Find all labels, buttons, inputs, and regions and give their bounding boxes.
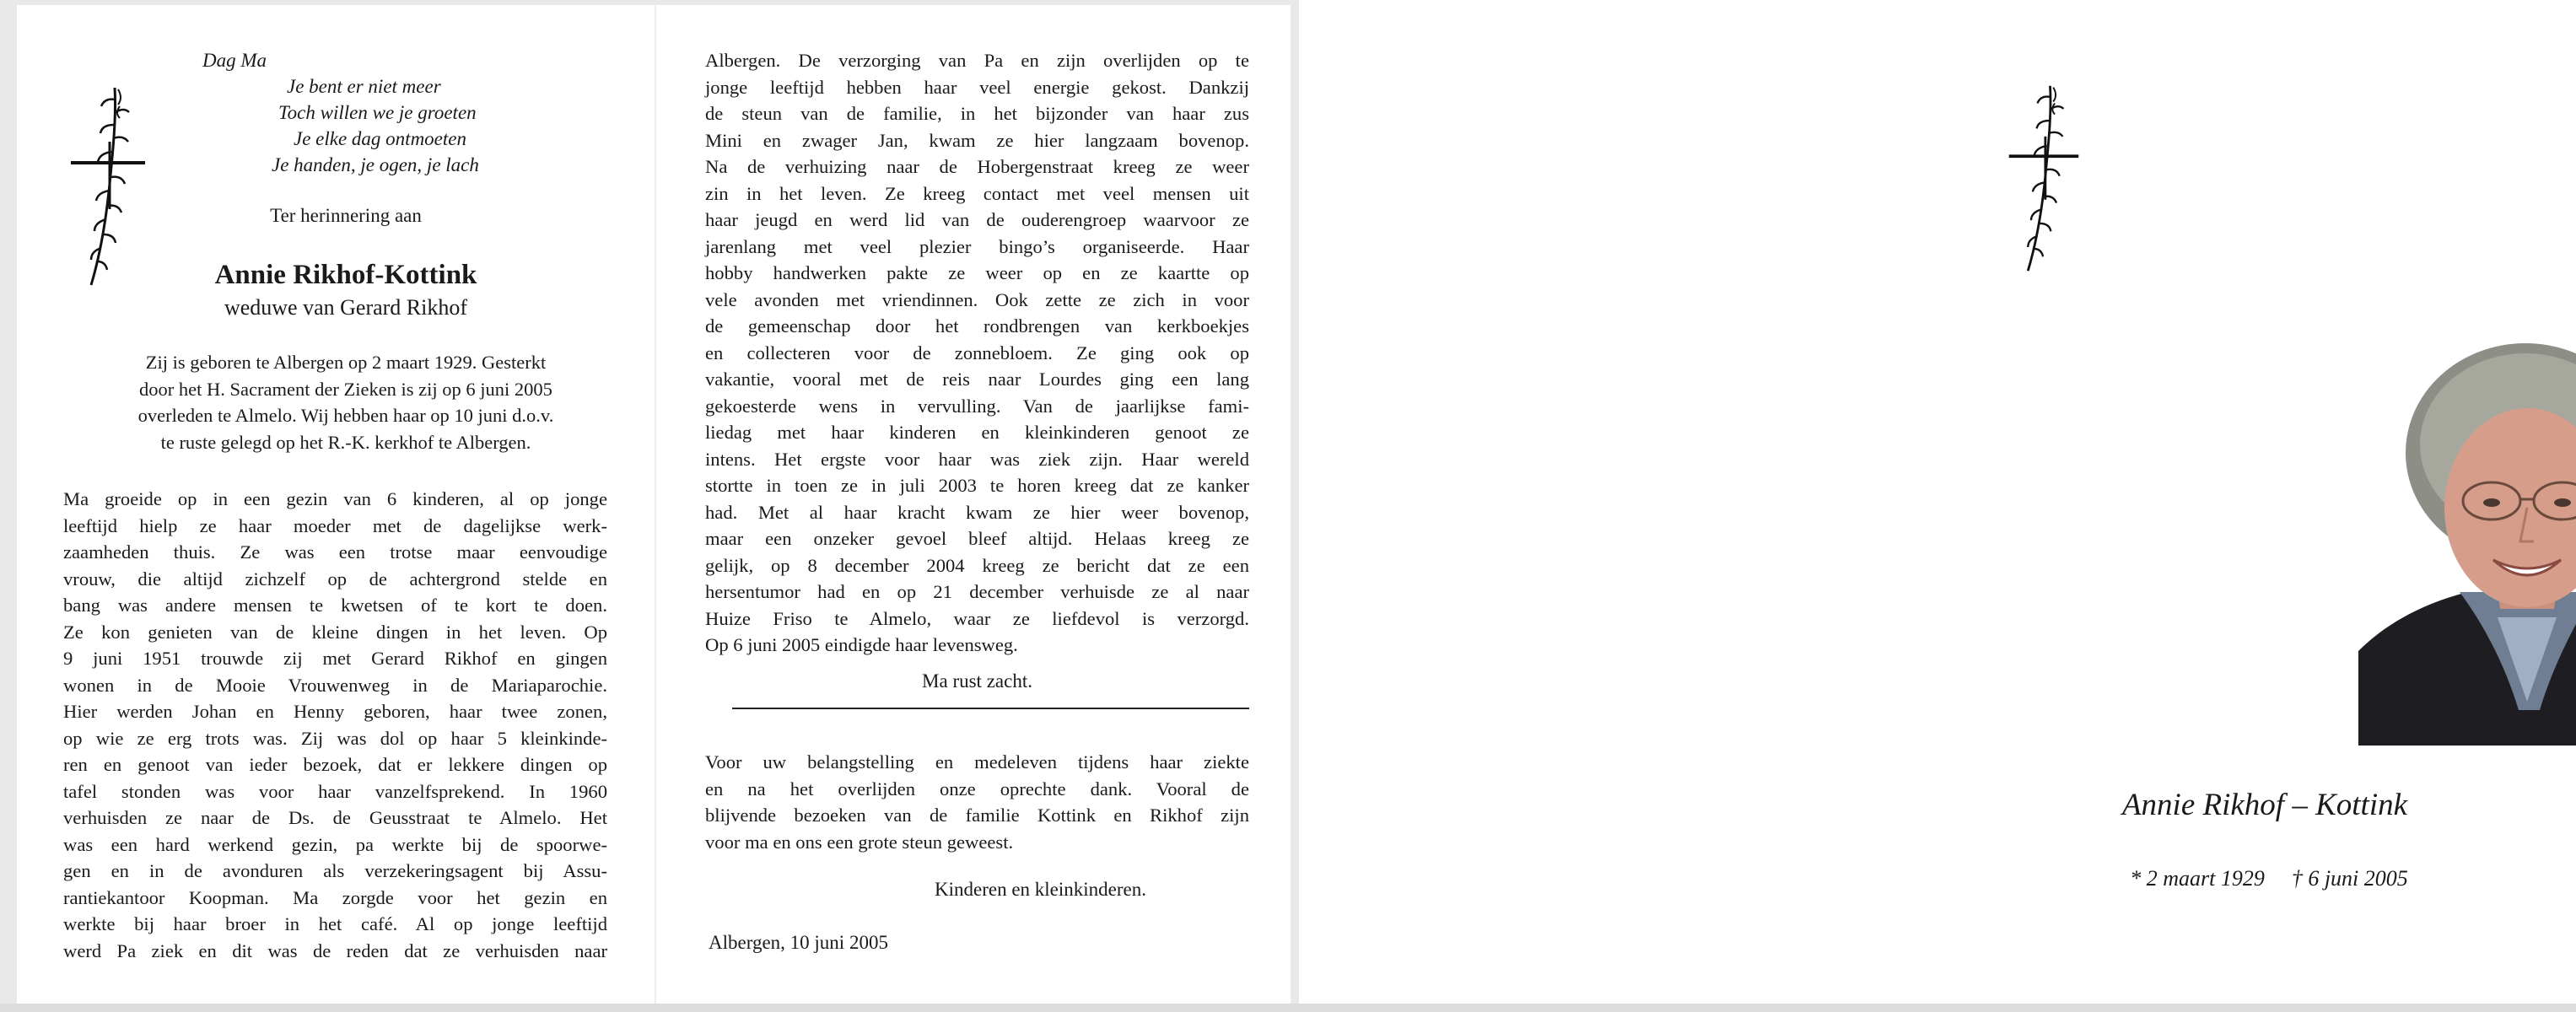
signature-line: Kinderen en kleinkinderen.: [935, 879, 1146, 900]
text-line: de gemeenschap door het rondbrengen van kerkboekjes: [705, 315, 1249, 336]
cross-with-palm-icon: [67, 83, 148, 289]
text-line: vrouw, die altijd zichzelf op de achtergrond stelde en: [63, 568, 607, 589]
thanks-paragraph: [705, 749, 1249, 855]
text-line: was een hard werkend gezin, pa werkte bij de spoorwe-: [63, 833, 607, 855]
text-line: Ma groeide op in een gezin van 6 kinderen, al op jonge: [63, 488, 607, 509]
text-line: en na het overlijden onze oprechte dank. Vooral de: [705, 778, 1249, 799]
text-line: vakantie, vooral met de reis naar Lourdes ging een lang: [705, 369, 1249, 390]
text-line: Ze kon genieten van de kleine dingen in het leven. Op: [63, 621, 607, 643]
text-line: Op 6 juni 2005 eindigde haar levensweg.: [705, 634, 1018, 655]
text-line: gen en in de avonduren als verzekeringsagent bij Assu-: [63, 860, 607, 881]
poem-line: Je bent er niet meer: [287, 76, 441, 97]
text-line: Huize Friso te Almelo, waar ze liefdevol is verzorgd.: [705, 607, 1249, 629]
intro-line: overleden te Almelo. Wij hebben haar op 10 juni d.o.v.: [137, 405, 554, 426]
deceased-name: Annie Rikhof-Kottink: [214, 260, 477, 290]
text-line: liedag met haar kinderen en kleinkinderen genoot ze: [705, 422, 1249, 443]
death-date: † 6 juni 2005: [2291, 866, 2408, 891]
text-line: rantiekantoor Koopman. Ma zorgde voor het gezin en: [63, 886, 607, 908]
text-line: blijvende bezoeken van de familie Kottink en Rikhof zijn: [705, 805, 1249, 826]
poem-line: Dag Ma: [202, 50, 267, 71]
text-line: haar jeugd en werd lid van de ouderengroep waarvoor ze: [705, 209, 1249, 230]
biography-column-1: [63, 486, 607, 964]
cross-with-palm-icon: [2006, 81, 2082, 275]
text-line: zaamheden thuis. Ze was een trotse maar eenvoudige: [63, 541, 607, 563]
text-line: de steun van de familie, in het bijzonder van haar zus: [705, 103, 1249, 124]
text-line: vele avonden met vriendinnen. Ook zette ze zich in voor: [705, 288, 1249, 310]
text-line: verhuisden ze naar de Ds. de Geusstraat te Almelo. Het: [63, 807, 607, 828]
text-line: tafel stonden was voor haar vanzelfsprekend. In 1960: [63, 780, 607, 802]
front-card: [1299, 0, 2576, 1012]
text-line: werkte bij haar broer in het café. Al op jonge leeftijd: [63, 913, 607, 934]
text-line: zin in het leven. Ze kreeg contact met veel mensen uit: [705, 182, 1249, 204]
text-line: voor ma en ons een grote steun geweest.: [705, 831, 1014, 853]
text-line: ren en genoot van ieder bezoek, dat er lekkere dingen op: [63, 754, 607, 775]
text-line: Na de verhuizing naar de Hobergenstraat kreeg ze weer: [705, 156, 1249, 177]
text-line: jonge leeftijd hebben haar veel energie gekost. Dankzij: [705, 76, 1249, 98]
text-line: maar een onzeker gevoel bleef altijd. Helaas kreeg ze: [705, 528, 1249, 549]
intro-line: door het H. Sacrament der Zieken is zij op 6 juni 2005: [139, 378, 552, 400]
text-line: Hier werden Johan en Henny geboren, haar twee zonen,: [63, 701, 607, 722]
intro-line: te ruste gelegd op het R.-K. kerkhof te Albergen.: [160, 431, 531, 453]
text-line: jarenlang met veel plezier bingo’s organiseerde. Haar: [705, 235, 1249, 257]
poem-line: Je elke dag ontmoeten: [294, 128, 466, 149]
poem-line: Je handen, je ogen, je lach: [272, 154, 479, 175]
poem: [202, 47, 557, 178]
text-line: 9 juni 1951 trouwde zij met Gerard Rikhof en gingen: [63, 648, 607, 669]
text-line: hobby handwerken pakte ze weer op en ze kaartte op: [705, 262, 1249, 283]
intro-paragraph: [93, 349, 599, 455]
portrait-photo: [2358, 339, 2576, 746]
birth-date: * 2 maart 1929: [2130, 866, 2265, 891]
intro-line: Zij is geboren te Albergen op 2 maart 1929. Gesterkt: [145, 352, 547, 373]
text-line: Voor uw belangstelling en medeleven tijdens haar ziekte: [705, 751, 1249, 772]
poem-line: Toch willen we je groeten: [278, 102, 477, 123]
text-line: intens. Het ergste voor haar was ziek zijn. Haar wereld: [705, 448, 1249, 470]
text-line: op wie ze erg trots was. Zij was dol op haar 5 kleinkinde-: [63, 727, 607, 749]
place-date: Albergen, 10 juni 2005: [709, 932, 888, 953]
text-line: had. Met al haar kracht kwam ze hier weer bovenop,: [705, 501, 1249, 523]
widow-line: weduwe van Gerard Rikhof: [224, 295, 468, 320]
rest-line: Ma rust zacht.: [922, 670, 1032, 692]
biography-column-2: [705, 47, 1249, 659]
inner-spread: [17, 5, 1291, 1004]
text-line: Mini en zwager Jan, kwam ze hier langzaam bovenop.: [705, 129, 1249, 151]
text-line: Albergen. De verzorging van Pa en zijn overlijden op te: [705, 50, 1249, 71]
card-shadow: [0, 1004, 2576, 1012]
divider: [732, 708, 1249, 709]
text-line: wonen in de Mooie Vrouwenweg in de Mariaparochie.: [63, 674, 607, 696]
text-line: gekoesterde wens in vervulling. Van de jaarlijkse fami-: [705, 395, 1249, 417]
front-dates: [2075, 866, 2463, 891]
text-line: bang was andere mensen te kwetsen of te kort te doen.: [63, 595, 607, 616]
front-name: Annie Rikhof – Kottink: [2121, 788, 2408, 822]
text-line: werd Pa ziek en dit was de reden dat ze verhuisden naar: [63, 939, 607, 961]
memory-line: Ter herinnering aan: [270, 205, 422, 226]
text-line: leeftijd hielp ze haar moeder met de dagelijkse werk-: [63, 514, 607, 536]
text-line: stortte in toen ze in juli 2003 te horen kreeg dat ze kanker: [705, 475, 1249, 496]
text-line: hersentumor had en op 21 december verhuisde ze al naar: [705, 581, 1249, 602]
text-line: gelijk, op 8 december 2004 kreeg ze bericht dat ze een: [705, 554, 1249, 576]
text-line: en collecteren voor de zonnebloem. Ze ging ook op: [705, 342, 1249, 363]
fold-line: [655, 5, 656, 1004]
